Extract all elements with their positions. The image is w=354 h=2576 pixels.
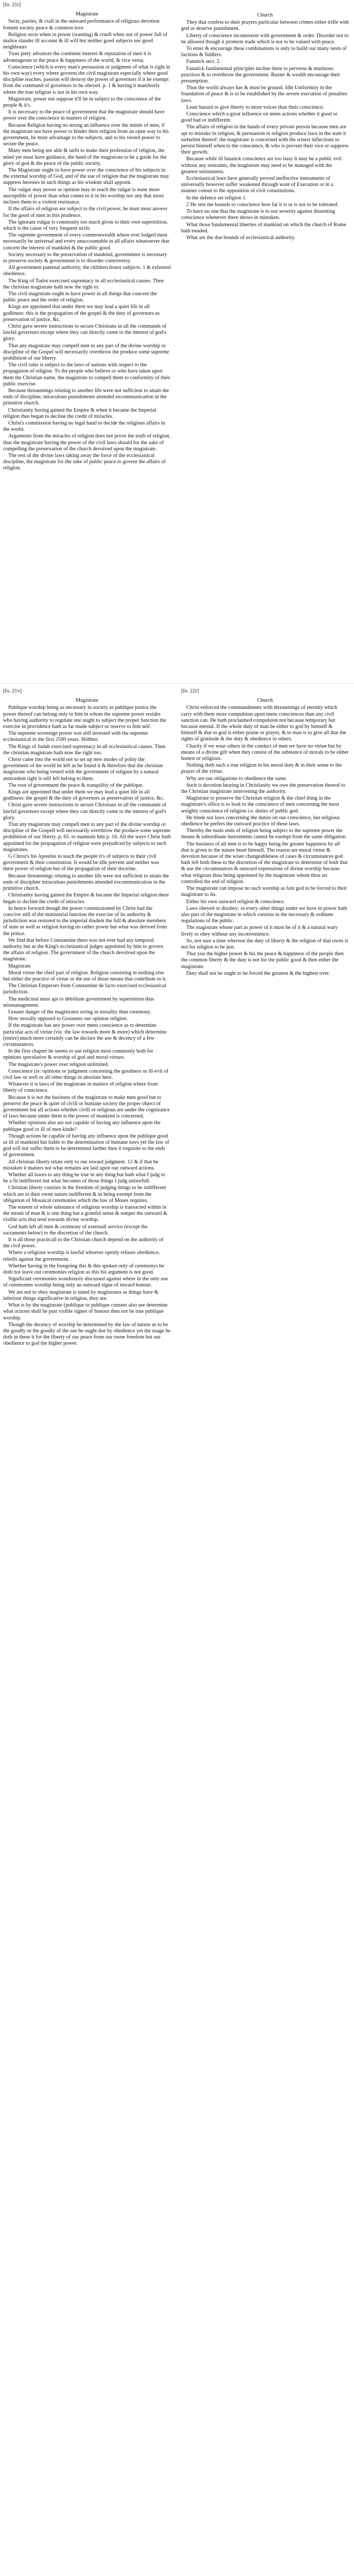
paragraph: The root of government the peace & tranquility of the publique. bbox=[8, 782, 144, 788]
paragraph: That any magistrate may compell men to any part of the divine worship or discipline of the Gospell will necessarily overthrow the produce some supreme prohibition of our liberty. p. 65. to maintain him p. 16. All the ways Christ hath appointed for the propagation of religion were prejudiced by subjects to such magistrates. bbox=[3, 822, 171, 853]
paragraph: Christianity having gained the Empire & when it became the Imperial religion thus began to decline the credit of miracles. bbox=[3, 407, 156, 419]
paragraph: That any magistrate may compell men to any part of the divine worship or discipline of the Gospel will necessarily overthrow the produce some supreme prohibition of our liberty. bbox=[3, 343, 169, 361]
paragraph: Nothing doth such a true religion in his moral duty & in their sense to the prayer of the virtue. bbox=[181, 762, 342, 775]
paragraph: They that confess to their prayers particular between crimes either trifle with god or deserve punishment. bbox=[181, 20, 349, 32]
paragraph: Why are our obligations to obedience the same. bbox=[186, 775, 288, 782]
paragraph: Because it is not the business of the magistrate to make men good but to preserve the peace & quiet of civill or humane society the proper object of government but all actions whether civill or religious are under the cognizance of laws because under them is the power of mankind is concerned. bbox=[3, 1094, 170, 1120]
column-heading: Church bbox=[257, 12, 273, 18]
paragraph: Whatever it is laws of the magistrate in matters of religion where from liberty of conscience. bbox=[3, 1081, 158, 1094]
paragraph: The magistrate whose part as power of it must be of it & a natural wary lively to obey without any inconvenience. bbox=[181, 925, 338, 937]
paragraph: Charity if we wear others in the conduct of men we have no virtue but by means of a divine gift when they consist of the substance of morals to be either honest or religious. bbox=[181, 743, 349, 762]
paragraph: Duty shall not be ought to be forced the greatest & the highest over. bbox=[186, 970, 330, 976]
paragraph: Conscience (which is every man's persuasion or judgment of what is right in his own way) every where governs the civil magistrate especially where good discipline reaches, passion will destroy the power of governors if it be exempt from the command of governors to be obeyed. p. 1 & having it manifestly where the true religion is not in his own way. bbox=[3, 64, 170, 95]
paragraph: Magistrate, power not suppose it'll be in subject to the conscience of the people & it's. bbox=[3, 96, 161, 109]
paragraph: Trust piety advances the continent interest & reputation of men it is advantageous to the peace & happiness of the world, & vice versa. bbox=[3, 51, 151, 63]
paragraph: The civil ruler is subject to the laws of nations with respect to the propagation of religion. To the people who believe or who have taken upon them the Christian name, the magistrate to compell them to conformity of their public exercise. bbox=[3, 362, 171, 387]
folio-label: [fo. 22r] bbox=[181, 688, 199, 694]
paragraph: 2 He sets me bounds to conscience how far it is or is not to be tolerated. bbox=[186, 201, 339, 208]
paragraph: Whether having in the foregoing this & this spoken only of ceremonys he doth not leave out ceremonies religion as this his argument is not good. bbox=[3, 1263, 165, 1276]
paragraph: The business of all men is to be happy being the greater happiness by all that is given to the nature heart himself. The reason are moral virtue & devotion because of the wiser changeableness of cases & circumstances god hath left both these to the discretion of the magistrate to determine of both that & use the circumstances & outward expressions of divine worship because what religious thou being appointed by the magistrate whom thou art controlled the end of religion. bbox=[181, 841, 348, 885]
paragraph: The Magistrate ought to have power over the conscience of his subjects in the external worship of God, and of the use of religion that the magistrate may suppress heresies in such things as his wisdom shall appoint. bbox=[3, 167, 169, 186]
paragraph: Christ came into the world not to set up new modes of polity the government of the world he left as he found it & therefore that the christian magistrate who being vested with the government of religion by a natural antecedent right is still left belong to them. bbox=[3, 757, 163, 782]
paragraph: God hath left all men & ceremony of externall service (except the sacraments below) to the discretion of the church. bbox=[3, 1224, 148, 1236]
paragraph: If the magistrate has any power over mens conscience as to determine particular acts of virtue (viz. the law towards more & more) which determine (entire) much more certainly can he declare the use & decency of a few circumstances. bbox=[3, 1023, 167, 1047]
paragraph: The rest of the divine laws taking away the force of the ecclesiastical discipline, the magistrate for the sake of public peace to govern the affairs of religion. bbox=[3, 453, 166, 471]
paragraph: The medicinal must apt to debilitate government by superstition thus mismanagement. bbox=[3, 996, 154, 1008]
paragraph: In hence forward though the power commissioned by Christ had the coercive still of the ministerial function the exercise of its authority & jurisdiction was restored to the imperial diadem the full & absolute members of state as well as religion having no rather power but what was derived from the prince. bbox=[3, 905, 167, 937]
paragraph-list bbox=[3, 705, 171, 1347]
paragraph: What are the due bounds of ecclesiastical authority. bbox=[186, 234, 296, 241]
paragraph: Such is devotion bearing in Christianity we owe the preservation thereof to the Christian magistrate intervening the authority. bbox=[181, 782, 346, 795]
paragraph: Publique worship being as necessary in society as publique justice the power thereof can belong only to him in whom the supreme power resides who having authority to regulate one ought to subject the proper function the exercise in providence hath as far made subject or reserve to him self. bbox=[3, 705, 166, 730]
paragraph: Whether all lawes to any thing be true in any thing but hath what I judg to be a fit indifferent but what becomes of those things I judg unlawfull. bbox=[3, 1172, 165, 1184]
paragraph: Though the decency of worship be determined by the law of nature as to be the goodly or the goodly of the use he ought doe by obedience yet the usage he doth in these it for the liberty of our peace from our owne freedom but our obedience to god the higher power. bbox=[3, 1321, 171, 1347]
paragraph: Ecclesiastical laws have generally proved ineffective instruments of universally however suffer weakened through want of Execution or in a manner consul to the opposition of civil constitutions. bbox=[181, 176, 333, 194]
paragraph: Magistrate bbox=[8, 963, 31, 969]
paragraph: Arguments from the miracles of religion does not prove the truth of religion, thus the magistrate having the power of the civil laws should for the sake of compelling the preservation of the church devolved upon the magistrate. bbox=[3, 433, 171, 452]
paragraph: Kings are appointed that under them we may lead a quiet life in all godliness: this is the propagation of the gospel & the duty of governors as preservation of justice, &c. bbox=[3, 304, 160, 323]
paragraph: What is by the magistrate (publique or publique consent also see determine what actions shall be past visible signes of honour then not be true publique worship. bbox=[3, 1302, 168, 1321]
paragraph: The King of Tudor exercised supremacy in all ecclesiastical causes. Then the christian magistrate hath now the right to. bbox=[3, 278, 164, 290]
paragraph: So, not sure a time whereon the duty of liberty & the religion of that owns is not for religion to be just. bbox=[181, 938, 348, 950]
paragraph: The supreme government of every commonwealth where ever lodged must necessarily be universal and every unaccountable in all affairs whatsoever that concern the interest of mankind & the public good. bbox=[3, 232, 169, 251]
paragraph: The Christian Emperors from Constantine de facto exercised ecclesiastical jurisdiction. bbox=[3, 983, 167, 995]
paragraph: Either his own outward religion & conscience. bbox=[186, 899, 285, 905]
paragraph: Greater danger of the magistrates erring in morality than ceremony. bbox=[8, 1009, 151, 1015]
paragraph: Because threatenings relating to another life were not sufficient to attain the ends of discipline; miraculous punishments attended excommunication in the primitive church. bbox=[3, 387, 169, 406]
paragraph: He binds not laws concerning the duties on our conscience, but religious obedience he prefers the outward practice of these laws. bbox=[181, 815, 340, 827]
paragraph: To have no one that the magistrate is to use severity against dissenting conscience whenever there shows in mistaken. bbox=[181, 209, 335, 221]
folio-label: [fo. 21r] bbox=[3, 2, 21, 8]
paragraph: In the defence set religion 1. bbox=[186, 195, 247, 201]
paragraph: If the affairs of religion are subject to the civil power, he must most answer for the good of men in this prudence. bbox=[3, 206, 168, 218]
paragraph: It is all those practicall to the Christian church depend on the authority of the civil power. bbox=[3, 1237, 164, 1249]
paragraph: Liberty of conscience inconsistent with government & order. Disorder not to be allowed though it promote trade which is not to be valued with peace. bbox=[181, 32, 349, 45]
paragraph: The supreme sovereign power was still invested with the supreme ecclesiastical in the first 2500 years. Hobbes. bbox=[3, 731, 148, 743]
paragraph: The magistrate can impose no such worship as fain god to be forced to their magistrate to do. bbox=[181, 886, 347, 898]
column-heading: Church bbox=[257, 698, 273, 704]
paragraph: Whether opinions also are not capable of having any influence upon the publique good or ill of men kinde? bbox=[3, 1120, 161, 1132]
paragraph: What those fundamental liberties of mankind on which the church of Rome hath treaded. bbox=[181, 222, 346, 234]
paragraph: The affairs of religion in the hands of every private person because men are apt to mistake in religion, & persuasion in religion produce laws in the state it turbulent thereof: the magistrate is concerned with the wisest inflections to persist himself when to the conscience, & who is prevent their vice or suppress their growth. bbox=[181, 124, 349, 156]
paragraph: To enter & encourage these combinations is only to build our many nests of factions & fiddlers. bbox=[181, 46, 347, 58]
paragraph: The ignorant vulgar is commonly too much given to their own superstition, which is the cause of very frequent strife. bbox=[3, 219, 168, 231]
paragraph: Christianity having gained the Empire & became the Imperial religion there began to decline the credit of miracles. bbox=[3, 892, 169, 905]
paragraph: We find that before Constantine there was not ever had any temporal authority but as the King's ecclesiastical judges appointed by him to govern the affairs of religion. The government of the church devolved upon the magistrate. bbox=[3, 937, 163, 962]
column-right bbox=[181, 688, 349, 977]
column-left bbox=[3, 688, 171, 1348]
paragraph: Significant ceremonies wondrously discussed against where in the only use of ceremonies worship being only an outward signe of inward honour. bbox=[3, 1276, 168, 1289]
paragraph-list bbox=[181, 705, 349, 977]
paragraph-list bbox=[181, 20, 349, 241]
paragraph: Because while ill fanatick conscience are too busy it may be a public evil without any restraints, the magistrate may need to be managed with the greatest seriousness. bbox=[181, 156, 342, 175]
paragraph: Thereby the main ends of religion being subject to the supreme power the means & subordinate instruments cannot be exempt from the same obligation. bbox=[181, 828, 347, 840]
paragraph: Christ gave severe instructions to secure Christians in all the commands of lawful governors except where they can directly come to the interest of god's glory. bbox=[3, 323, 167, 342]
paragraph: Christian liberty consists in the freedom of judging things to be indifferent which are in their owne nature indifferent & in being exempt from the obligation of Mosaical ceremonies which the law of Moses requires. bbox=[3, 1185, 166, 1204]
paragraph: All christian liberty relate only to our inward judgment. 12 & if that be mistaken it matters not what remains are laid upon our outward actions. bbox=[3, 1159, 158, 1171]
paragraph: Moral virtue the chief part of religion. Religion consisting in nothing else but either the practice of virtue or the use of those means that contribute to it. bbox=[3, 970, 167, 982]
paragraph: Society necessary to the preservation of mankind, government is necessary to preserve society & government is to disorder controversy. bbox=[3, 251, 167, 264]
paragraph: Christ gave severe instructions to secure Christians in all the commands of lawful governors except where they can directly come to the interest of god's glory. bbox=[3, 802, 167, 821]
folio-label: [fo. 21v] bbox=[3, 688, 22, 694]
paragraph: Laws obeyed or disobey: in every other things under we have in power hath also part of the magistrate in which consists in the necessary & ordinate regulations of the public. bbox=[181, 905, 347, 924]
paragraph: Kings are appointed that under them we may lead a quiet life in all godliness: the gospel & the duty of governors as preservation of justice, &c. bbox=[3, 789, 165, 802]
column-right bbox=[181, 12, 349, 242]
paragraph: Conscience (ie: opinions or judgment concerning the goodness or ill-evil of civil law or well or all other things in absolute here. bbox=[3, 1068, 169, 1080]
paragraph: The civil magistrate ought to have power in all things that concern the public peace and the order of religion. bbox=[3, 291, 157, 303]
column-left bbox=[3, 2, 171, 472]
paragraph: G Christ's his Apostles to teach the people it's of subjects to their civil government & their constitution. It would be idle prevent and neither was there power of religion but of the propagation of their doctrine. bbox=[3, 854, 160, 872]
paragraph: Fanatick fundamental principles incline them to perverse & mutinous practices & to overthrow the government. Baxter & wealth encourage their presumption. bbox=[181, 65, 341, 84]
paragraph: Conscience which a great influence on mens actions whether it good or good bad or indifferent. bbox=[181, 111, 338, 124]
paragraph: We are not to obey magistrate is tuned by magistrates as things have & inferiour things significative in religion, they are. bbox=[3, 1289, 158, 1301]
paragraph: In the first chapter he seems to use religion most commonly both for opinions speculative & worship of god and moral virtues. bbox=[3, 1048, 153, 1061]
page-divider bbox=[0, 683, 354, 684]
column-heading: Magistrate bbox=[75, 11, 99, 18]
paragraph: That you the higher power & his the peace & happiness of the people then the common liberty & the duty is not for the public good & then either the magistrate. bbox=[181, 951, 344, 970]
paragraph: Many men being not able & unfit to make their profession of religion, the mind yet must have guidance, the hand of the magistrate to be a guide for the glory of god & the peace of the public society. bbox=[3, 148, 167, 166]
paragraph: All government paternal authority, the children honor subjects. 1 & exhorted obedience. bbox=[3, 265, 171, 277]
paragraph: Fanatick sect. 2. bbox=[186, 59, 221, 65]
paragraph: Thus the world always has & must be ground. Idle Uniformity in the foundation of peace & is to be established by the severe execution of penalties laws. bbox=[181, 85, 347, 104]
paragraph: Least hazard to give liberty to more voices than their conscience. bbox=[186, 104, 324, 110]
paragraph: The magistrate's power over religion unlimited. bbox=[8, 1061, 109, 1067]
paragraph: How morally opposed to Grounens our opinion religion. bbox=[8, 1016, 128, 1022]
paragraph: The Kings of Judah exercised supremacy in all ecclesiastical causes. Then the christian magistrate hath now the right too. bbox=[3, 743, 166, 756]
paragraph: The vulgar may power or opinion may in reach the vulgar is none more susceptible of power than what comes to it in his worship nor any that more inclines them to a violent resistance. bbox=[3, 187, 164, 206]
paragraph: Magistrate to preserve the Christian religion & the chief thing in the magistrate's office is to look to the conscience of men concerning the most weighty conscience of religion i.e. duties of public god. bbox=[181, 795, 340, 814]
paragraph-list bbox=[3, 19, 171, 471]
paragraph: Religion sects when in power (wanting) & cruell when not of power full of malice slander ill account & ill will but neither good subjects nor good neighbours bbox=[3, 31, 168, 50]
paragraph: Because Religion having no strong an influence over the minds of men, if the magistrate not have power to hinder their religion from an open way to his government, he must advantage to the subjects, and to his vested power to secure the peace. bbox=[3, 122, 169, 147]
paragraph: Where a religious worship is lawful whoever openly refuses obedience, rebells against the government. bbox=[3, 1250, 160, 1262]
paragraph: Though actions be capable of having any influence upon the publique good or ill of mankind but liable to the determination of humane laws yet the law of god will not suffer them to be determined farther then it requisite to the ends of government. bbox=[3, 1133, 169, 1158]
column-heading: Magistrate bbox=[75, 698, 99, 704]
paragraph: Sects, parties, & craft in the outward performance of religious devotion foment society peace & common love bbox=[3, 19, 160, 31]
paragraph: Because threatenings relating to another life were not sufficient to attain the ends of discipline miraculous punishments attended excommunication in the primitive church. bbox=[3, 873, 169, 892]
paragraph: Christ's commission having no legal hand to decide the religious affairs in the world. bbox=[3, 420, 166, 433]
paragraph: Christ enforced the commandments with threatenings of eternity which carry with them more compulsion upon mens consciences than any civil sanction can. He hath proclaimed compulsion not because temporary but because eternal. If the whole duty of man be either to god by himself & himself & that to god is either praise or prayer, & to man is to give all that the rights of gratitude & the duty & obedience to others. bbox=[181, 705, 346, 742]
paragraph: It is necessary to the peace of government that the magistrate should have power over the conscience in matters of religion. bbox=[3, 109, 165, 122]
paragraph: The esteem of whole substance of religious worship is transacted within in the minds of man & is one thing but a grateful sense & temper the outward & visible acts that tend towards divine worship. bbox=[3, 1205, 168, 1223]
